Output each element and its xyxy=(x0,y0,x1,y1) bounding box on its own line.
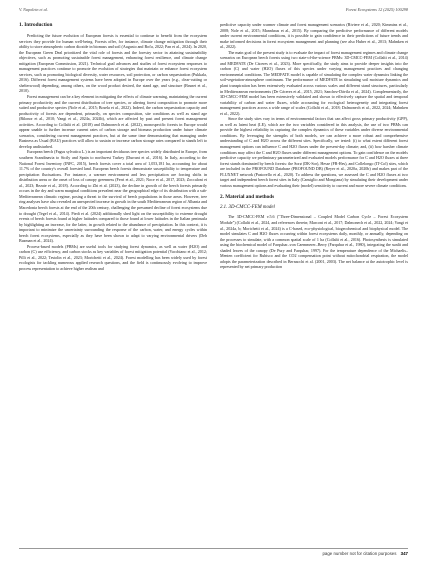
running-header-journal: Forest Ecosystems 12 (2025) 100298 xyxy=(345,7,408,12)
page-footer xyxy=(322,551,408,556)
left-column xyxy=(19,22,207,534)
paragraph: Predicting the future evolution of European forests is essential to continue to benefit from the ecosystem services they provide for human well-being. Forests offer, for instance, climate change mitigation through their ability to store atmospheric carbon dioxide in biomass and soil (Augusto and Boča, 2022; Pan et al., 2024). In 2020, the European Green Deal prioritized the vital role of forests and the forestry sector in attaining sustainability objectives, such as promoting sustainable forest management, enhancing forest resilience, and climate change mitigation (European Commission, 2021). Technical goal advances and studies of forest ecosystem responses to management practices continue to promote the evolution of strategies that maintain or enhance forest ecosystem services, such as promoting biological diversity, water resources, soil protection, or carbon sequestration (Pukkala, 2016). Different forest management systems have been adopted in Europe over the years (e.g., clear-cutting or shelterwood) depending, among others, on the wood product desired, the stand age, and structure (Brunet et al., 2010). xyxy=(19,33,207,94)
paragraph: European beech (Fagus sylvatica L.) is an important deciduous tree species widely distributed in Europe, from southern Scandinavia to Sicily and Spain to northwest Turkey (Durrant et al., 2016). In Italy, according to the National Forest Inventory (INFC, 2015), beech forests cover a total area of 1,053,181 ha, accounting for about 11.7% of the country's overall forested land. European beech forests demonstrate susceptibility to temperature and precipitation fluctuations. For instance, a warmer environment and less precipitation are forcing shifts in distribution areas or the onset of loss of canopy greenness (Ferri et al., 2021; Noce et al., 2017, 2023; Zoccaloni et al., 2023; Rezaie et al., 2018). According to Zhi et al. (2023), the decline in growth of the beech forests primarily occurs in the dry and warm marginal conditions prevalent near the geographical edge of its distribution with a sub-Mediterranean climatic regime, posing a threat to the survival of beech populations in those areas. However, tree ring analyses have also revealed an unexpected increase in growth in the south Mediterranean region of Albania and Macedonia beech forests at the end of the 20th century, challenging the presumed decline of forest ecosystems due to drought (Tegel et al., 2014). Piedi et al. (2024) additionally shed light on the susceptibility to extreme drought events of beech forests found at higher latitudes compared to those found at lower latitudes in the Italian peninsula by highlighting an increase, for the latter, in growth related to the abundance of precipitation. In this context, it is important to minimize the uncertainty surrounding the response of the carbon, water, and energy cycles within beech forest ecosystems, especially as they have been shown to adapt to varying environmental drivers (Deh Buzman et al., 2024). xyxy=(19,149,207,244)
running-header-authors: V. Napoletn et al. xyxy=(19,7,48,12)
paragraph: Process-based models (PBMs) are useful tools for studying forest dynamics, as well as water (H2O) and carbon (C) use efficiency, and carbon stocks as key variables of forest mitigation potential (Vacchiano et al., 2012; Pilli et al., 2022; Testolin et al., 2023; Morichetti et al., 2024). Forest modelling has been widely used by forest ecologists for tackling numerous applied research questions, and the field is continuously evolving to improve process representation to achieve higher realism and xyxy=(19,243,207,271)
footer-label: page number not for citation purposes xyxy=(322,551,397,556)
section-title-introduction: 1. Introduction xyxy=(19,22,53,28)
paragraph: Forest management can be a key element in mitigating the effects of climate warming, maintaining the current primary productivity and the current distribution of tree species, or altering forest composition to promote more suited and productive species (Nole et al., 2015; Bosela et al., 2022). Indeed, the carbon sequestration capacity and productivity of forests are dependent, primarily, on species composition, site conditions as well as stand age (Bilonor et al., 2010; Vangi et al., 2024a, 2024b), which are affected by past and present forest management activities. According to Collalti et al. (2018) and Dalmonech et al. (2022), monospecific forests in Europe would appear unable to further increase current rates of carbon storage and biomass production under future climate scenarios, considering current management practices, but at the same time demonstrating that managing under Business as Usual (BAU) practices will allow to sustain or increase carbon storage rates compared to stands left to develop undisturbed. xyxy=(19,94,207,149)
footer-rule xyxy=(19,548,408,549)
paragraph: The main goal of the present study is to evaluate the impact of forest management regimes and climate change scenarios on European beech forests using two state-of-the-science PBMs: 3D-CMCC-FEM (Collalti et al., 2014) and MEDFATE (De Cáceres et al., 2023). More specifically, the study aims to provide deeper insights into the carbon (C) and water (H2O) fluxes of this species under varying management practices and changing environmental conditions. The MEDFATE model is capable of simulating the complex water dynamics linking the soil-vegetation-atmosphere continuum. The performance of MEDFATE in simulating soil moisture dynamics and plant transpiration has been extensively evaluated across various scales and different stand structures, particularly in Mediterranean environments (De Cáceres et al., 2015, 2021; Sanchez-Dávila et al., 2024). Complementarily, the 3D-CMCC-FEM model has been extensively validated and shown to effectively capture the spatial and temporal variability of carbon and water fluxes, while accounting for ecological heterogeneity and integrating forest management practices across a wide range of scales (Collalti et al., 2018; Dalmonech et al., 2022, 2024; Mahnken et al., 2022). xyxy=(220,49,408,116)
right-column xyxy=(220,22,408,534)
page-number: 347 xyxy=(400,551,408,556)
paragraph: predictive capacity under warmer climate and forest management scenarios (Riviere et al., 2020; Kimmins et al., 2008; Nole et al., 2015; Mannhaus et al., 2015). By comparing the predictive performance of different models under current environmental conditions, it is possible to gain confidence in their predictions of future trends and make informed decisions in forest ecosystem management and planning (see also Huber et al., 2013; Mahnken et al., 2022). xyxy=(220,22,408,50)
paragraph: Since the study sites vary in terms of environmental factors that can affect gross primary productivity (GPP), as well as latent heat (LE), which are the two variables considered in this analysis, the use of two PBMs can provide the highest reliability in capturing the complex dynamics of these variables under diverse environmental conditions. By leveraging the strengths of both models, we can achieve a more robust and comprehensive understanding of C and H2O across the different sites. Specifically, we tested: (i) to what extent different forest management options can influence C and H2O fluxes under the present-day climate; and, (ii) how harsher climate conditions may affect the C and H2O fluxes under different management options. To gain confidence on the models predictive capacity we preliminary parameterized and evaluated models performance for C and H2O fluxes at three forest stands dominated by beech forests: the Sorø (DK-Sor), Hesse (FR-Hes), and Collelongo (IT-Col) sites, which are included in the PROFOUND Database (PROFOUND DB) (Reyer et al., 2020a, 2020b) and makes part of the FLUXNET network (Pastorello et al., 2020). To address the questions, we assessed the C and H2O fluxes at two target and independent beech forest sites in Italy (Cansiglio and Mongiana) by simulating their development under various management options and evaluating their (model) sensitivity to current and more severe climate conditions. xyxy=(220,116,408,188)
paragraph: The 3D-CMCC-FEM v.5.6 ("Three-Dimensional – Coupled Model Carbon Cycle – Forest Ecosystem Module") (Collalti et al., 2024, and references therein; Marconi et al., 2017; Dalmonech et al., 2022, 2024; Vangi et al., 2024a, b; Morichetti et al., 2024) is a C-based, eco-physiological, biogeochemical and biophysical model. The model simulates C and H2O fluxes occurring within forest ecosystems daily, monthly, or annually, depending on the processes to simulate, with a common spatial scale of 1 ha (Collalti et al., 2016). Photosynthesis is simulated using the biochemical model of Farquhar–von Caemmerer–Berry (Farquhar et al., 1980), integrating the sunlit and shaded leaves of the canopy (De Pury and Farquhar, 1997). For the temperature dependence of the Michaelis–Menten coefficient for Rubisco and the CO2 compensation point without mitochondrial respiration, the model adopts the parameterization described in Bernacchi et al. (2001, 2003). The net balance at the autotrophic level is represented by net primary production xyxy=(220,214,408,270)
section-title-methods: 2. Material and methods xyxy=(220,194,275,201)
subsection-title-model: 2.1. 3D-CMCC-FEM model xyxy=(220,205,275,211)
